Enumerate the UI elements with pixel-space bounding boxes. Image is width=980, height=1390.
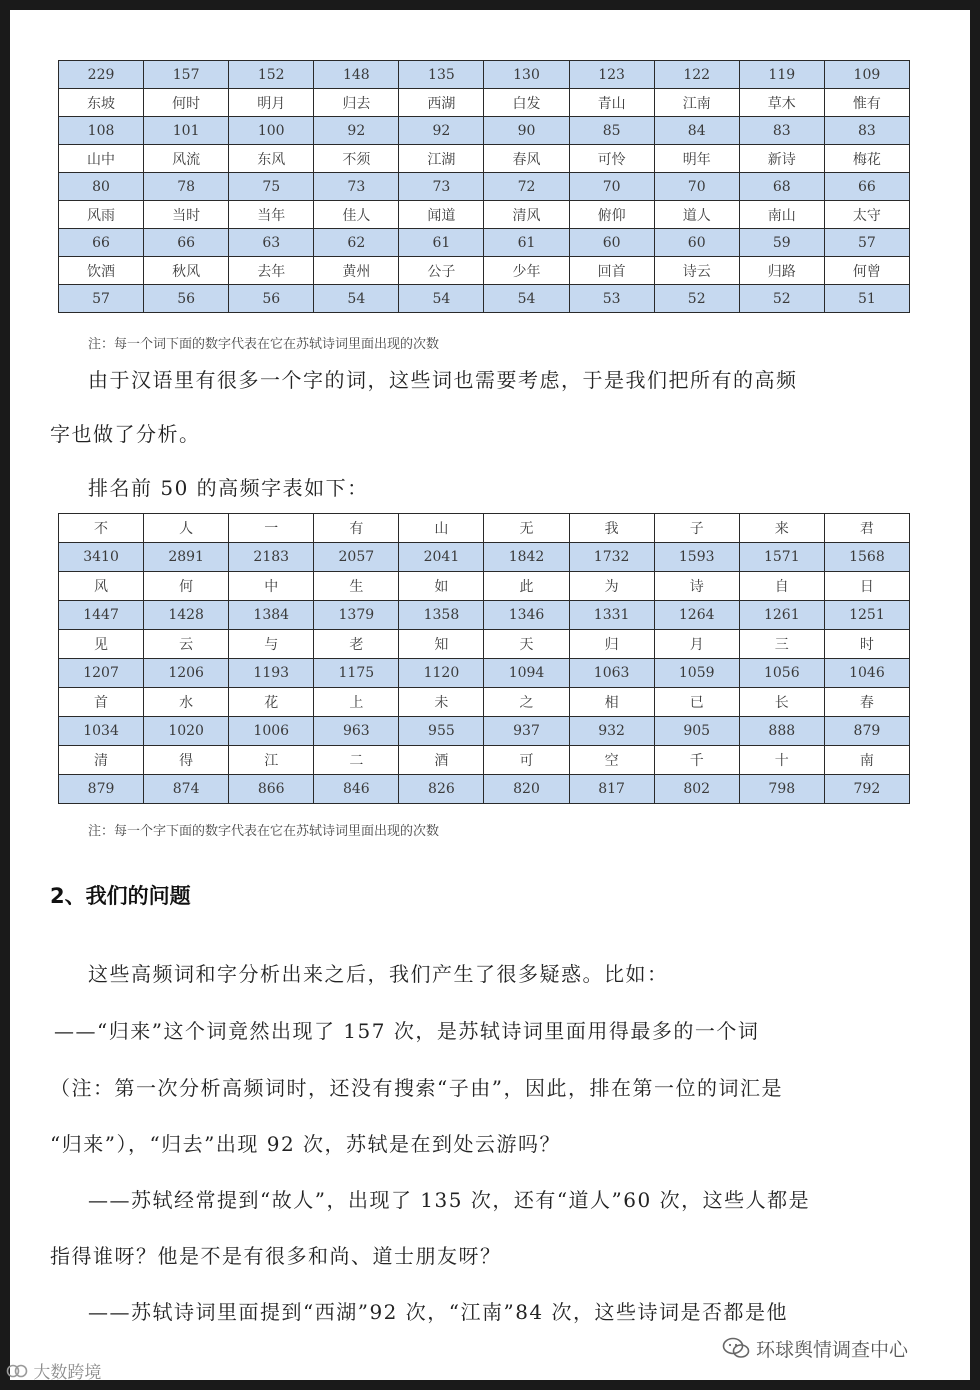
table-cell: 1175 (314, 659, 399, 688)
table-cell: 明月 (229, 89, 314, 117)
table-cell: 佳人 (314, 201, 399, 229)
table-cell: 905 (654, 717, 739, 746)
table-cell: 1428 (144, 601, 229, 630)
table-cell: 生 (314, 572, 399, 601)
table-cell: 自 (739, 572, 824, 601)
table-cell: 148 (314, 61, 399, 89)
table-cell: 当时 (144, 201, 229, 229)
body-line: 指得谁呀？他是不是有很多和尚、道士朋友呀？ (50, 1244, 502, 1268)
table-cell: 之 (484, 688, 569, 717)
table-cell: 52 (654, 285, 739, 313)
table1-note: 注：每一个词下面的数字代表在它在苏轼诗词里面出现的次数 (88, 337, 440, 352)
table-cell: 66 (144, 229, 229, 257)
table-cell: 老 (314, 630, 399, 659)
table-cell: 我 (569, 514, 654, 543)
table-cell: 1568 (824, 543, 909, 572)
table-cell: 清风 (484, 201, 569, 229)
table-cell: 相 (569, 688, 654, 717)
table-cell: 135 (399, 61, 484, 89)
table-cell: 子 (654, 514, 739, 543)
table-cell: 54 (399, 285, 484, 313)
table-cell: 1034 (59, 717, 144, 746)
table2-note: 注：每一个字下面的数字代表在它在苏轼诗词里面出现的次数 (88, 824, 440, 839)
table-row (59, 285, 910, 313)
table-row (59, 89, 910, 117)
table-cell: 1331 (569, 601, 654, 630)
table-row (59, 717, 910, 746)
table-cell: 53 (569, 285, 654, 313)
table-cell: 南 (824, 746, 909, 775)
table-cell: 2041 (399, 543, 484, 572)
table-cell: 俯仰 (569, 201, 654, 229)
body-line: ——苏轼经常提到“故人”，出现了 135 次，还有“道人”60 次，这些人都是 (88, 1188, 811, 1212)
table-cell: 119 (739, 61, 824, 89)
table-cell: 有 (314, 514, 399, 543)
table-cell: 2057 (314, 543, 399, 572)
table-cell: 花 (229, 688, 314, 717)
table-cell: 江湖 (399, 145, 484, 173)
table-cell: 932 (569, 717, 654, 746)
table-cell: 二 (314, 746, 399, 775)
table-cell: 诗 (654, 572, 739, 601)
table-cell: 62 (314, 229, 399, 257)
table-cell: 879 (824, 717, 909, 746)
table-cell: 1593 (654, 543, 739, 572)
table-cell: 一 (229, 514, 314, 543)
table-cell: 83 (739, 117, 824, 145)
table-cell: 西湖 (399, 89, 484, 117)
table-cell: 山 (399, 514, 484, 543)
table-cell: 1006 (229, 717, 314, 746)
table-cell: 长 (739, 688, 824, 717)
table-cell: 水 (144, 688, 229, 717)
table-cell: 何时 (144, 89, 229, 117)
table-cell: 92 (399, 117, 484, 145)
table-cell: 不 (59, 514, 144, 543)
table-cell: 157 (144, 61, 229, 89)
table-cell: 何 (144, 572, 229, 601)
table-cell: 61 (484, 229, 569, 257)
table-cell: 君 (824, 514, 909, 543)
table-cell: 60 (569, 229, 654, 257)
table-cell: 时 (824, 630, 909, 659)
table-row (59, 229, 910, 257)
table-cell: 56 (144, 285, 229, 313)
table-cell: 122 (654, 61, 739, 89)
table-cell: 三 (739, 630, 824, 659)
table-cell: 日 (824, 572, 909, 601)
table-cell: 130 (484, 61, 569, 89)
table-cell: 66 (59, 229, 144, 257)
table-cell: 101 (144, 117, 229, 145)
table-cell: 73 (399, 173, 484, 201)
table-cell: 可怜 (569, 145, 654, 173)
watermark-right: 环球舆情调查中心 (756, 1339, 909, 1361)
table-cell: 为 (569, 572, 654, 601)
table-cell: 1261 (739, 601, 824, 630)
paragraph-1-line-1: 由于汉语里有很多一个字的词，这些词也需要考虑，于是我们把所有的高频 (88, 368, 798, 392)
table-row (59, 514, 910, 543)
table-cell: 955 (399, 717, 484, 746)
table-cell: 公子 (399, 257, 484, 285)
table-row (59, 688, 910, 717)
table-cell: 天 (484, 630, 569, 659)
body-line: ——苏轼诗词里面提到“西湖”92 次，“江南”84 次，这些诗词是否都是他 (88, 1300, 789, 1324)
table-cell: 不须 (314, 145, 399, 173)
table-cell: 风雨 (59, 201, 144, 229)
table-cell: 1571 (739, 543, 824, 572)
table-cell: 108 (59, 117, 144, 145)
table-cell: 1732 (569, 543, 654, 572)
table-cell: 道人 (654, 201, 739, 229)
high-frequency-words-table (58, 60, 910, 313)
table-cell: 新诗 (739, 145, 824, 173)
table-row (59, 201, 910, 229)
table-cell: 3410 (59, 543, 144, 572)
table-cell: 54 (484, 285, 569, 313)
table-cell: 109 (824, 61, 909, 89)
table-cell: 如 (399, 572, 484, 601)
table-cell: 首 (59, 688, 144, 717)
table-cell: 60 (654, 229, 739, 257)
table-cell: 57 (824, 229, 909, 257)
table-cell: 去年 (229, 257, 314, 285)
table-cell: 东风 (229, 145, 314, 173)
table-cell: 当年 (229, 201, 314, 229)
table-cell: 来 (739, 514, 824, 543)
table-cell: 61 (399, 229, 484, 257)
table-cell: 826 (399, 775, 484, 804)
table-cell: 2183 (229, 543, 314, 572)
table-cell: 75 (229, 173, 314, 201)
table-cell: 846 (314, 775, 399, 804)
table-cell: 江南 (654, 89, 739, 117)
table-cell: 风流 (144, 145, 229, 173)
table-cell: 963 (314, 717, 399, 746)
table-cell: 南山 (739, 201, 824, 229)
table-cell: 清 (59, 746, 144, 775)
table-cell: 中 (229, 572, 314, 601)
table-cell: 少年 (484, 257, 569, 285)
table-cell: 100 (229, 117, 314, 145)
table-cell: 1447 (59, 601, 144, 630)
watermark-left: 大数跨境 (33, 1363, 102, 1383)
table-row (59, 775, 910, 804)
table-cell: 73 (314, 173, 399, 201)
table-cell: 792 (824, 775, 909, 804)
table-cell: 回首 (569, 257, 654, 285)
table-cell: 52 (739, 285, 824, 313)
paragraph-2: 排名前 50 的高频字表如下： (88, 476, 369, 500)
watermark-right-group (722, 1335, 908, 1362)
table-cell: 802 (654, 775, 739, 804)
table-cell: 空 (569, 746, 654, 775)
table-row (59, 117, 910, 145)
table-row (59, 746, 910, 775)
table-cell: 92 (314, 117, 399, 145)
body-line: “归来”），“归去”出现 92 次，苏轼是在到处云游吗？ (50, 1132, 562, 1156)
table-cell: 85 (569, 117, 654, 145)
table-cell: 青山 (569, 89, 654, 117)
table-cell: 83 (824, 117, 909, 145)
body-line: （注：第一次分析高频词时，还没有搜索“子由”，因此，排在第一位的词汇是 (50, 1076, 783, 1100)
table-cell: 937 (484, 717, 569, 746)
table-row (59, 145, 910, 173)
table-cell: 风 (59, 572, 144, 601)
table-cell: 1020 (144, 717, 229, 746)
table-cell: 上 (314, 688, 399, 717)
table-cell: 54 (314, 285, 399, 313)
table-cell: 1358 (399, 601, 484, 630)
table-cell: 明年 (654, 145, 739, 173)
table-row (59, 601, 910, 630)
table-cell: 草木 (739, 89, 824, 117)
table-cell: 饮酒 (59, 257, 144, 285)
table-cell: 56 (229, 285, 314, 313)
table-cell: 1056 (739, 659, 824, 688)
table-cell: 白发 (484, 89, 569, 117)
table-cell: 此 (484, 572, 569, 601)
table-cell: 何曾 (824, 257, 909, 285)
table-row (59, 630, 910, 659)
logo-icon (6, 1362, 28, 1380)
table-cell: 梅花 (824, 145, 909, 173)
table-cell: 70 (654, 173, 739, 201)
table-cell: 1059 (654, 659, 739, 688)
table-cell: 山中 (59, 145, 144, 173)
table-cell: 1264 (654, 601, 739, 630)
table-cell: 知 (399, 630, 484, 659)
body-line: 这些高频词和字分析出来之后，我们产生了很多疑惑。比如： (88, 962, 669, 986)
table-cell: 1346 (484, 601, 569, 630)
table-cell: 归 (569, 630, 654, 659)
table-cell: 千 (654, 746, 739, 775)
table-cell: 1193 (229, 659, 314, 688)
table-cell: 817 (569, 775, 654, 804)
watermark-left-group (6, 1358, 101, 1383)
table-cell: 归去 (314, 89, 399, 117)
table-cell: 春 (824, 688, 909, 717)
table-cell: 70 (569, 173, 654, 201)
table-cell: 得 (144, 746, 229, 775)
table-cell: 879 (59, 775, 144, 804)
table-cell: 黄州 (314, 257, 399, 285)
table-cell: 59 (739, 229, 824, 257)
table-row (59, 543, 910, 572)
wechat-icon (722, 1337, 750, 1359)
table-cell: 酒 (399, 746, 484, 775)
high-frequency-chars-table (58, 513, 910, 804)
table-cell: 无 (484, 514, 569, 543)
table-cell: 1120 (399, 659, 484, 688)
table-cell: 归路 (739, 257, 824, 285)
table-cell: 90 (484, 117, 569, 145)
table-cell: 1842 (484, 543, 569, 572)
table-cell: 与 (229, 630, 314, 659)
table-cell: 东坡 (59, 89, 144, 117)
table-cell: 78 (144, 173, 229, 201)
table-cell: 229 (59, 61, 144, 89)
table-cell: 可 (484, 746, 569, 775)
table-cell: 1094 (484, 659, 569, 688)
table-cell: 1207 (59, 659, 144, 688)
table-cell: 太守 (824, 201, 909, 229)
document-page (10, 10, 970, 1380)
table-row (59, 173, 910, 201)
table-cell: 诗云 (654, 257, 739, 285)
table-cell: 123 (569, 61, 654, 89)
paragraph-1-line-2: 字也做了分析。 (50, 422, 201, 446)
table-cell: 866 (229, 775, 314, 804)
table-cell: 2891 (144, 543, 229, 572)
table-cell: 十 (739, 746, 824, 775)
table-cell: 888 (739, 717, 824, 746)
table-cell: 云 (144, 630, 229, 659)
table-cell: 57 (59, 285, 144, 313)
table-row (59, 659, 910, 688)
table-cell: 1063 (569, 659, 654, 688)
table-row (59, 257, 910, 285)
table-cell: 月 (654, 630, 739, 659)
table-cell: 见 (59, 630, 144, 659)
table-cell: 874 (144, 775, 229, 804)
table-cell: 江 (229, 746, 314, 775)
table-cell: 80 (59, 173, 144, 201)
table-row (59, 572, 910, 601)
table-cell: 已 (654, 688, 739, 717)
body-line: ——“归来”这个词竟然出现了 157 次，是苏轼诗词里面用得最多的一个词 (54, 1019, 760, 1043)
table-cell: 1384 (229, 601, 314, 630)
table-cell: 798 (739, 775, 824, 804)
section-heading: 2、我们的问题 (50, 884, 191, 908)
table-cell: 68 (739, 173, 824, 201)
table-cell: 1379 (314, 601, 399, 630)
table-cell: 1206 (144, 659, 229, 688)
table-cell: 84 (654, 117, 739, 145)
table-cell: 1251 (824, 601, 909, 630)
table-cell: 秋风 (144, 257, 229, 285)
table-cell: 人 (144, 514, 229, 543)
table-cell: 51 (824, 285, 909, 313)
table-cell: 820 (484, 775, 569, 804)
table-cell: 1046 (824, 659, 909, 688)
table-cell: 63 (229, 229, 314, 257)
table-cell: 闻道 (399, 201, 484, 229)
table-cell: 66 (824, 173, 909, 201)
table-cell: 152 (229, 61, 314, 89)
table-cell: 72 (484, 173, 569, 201)
table-cell: 春风 (484, 145, 569, 173)
table-row (59, 61, 910, 89)
table-cell: 未 (399, 688, 484, 717)
table-cell: 惟有 (824, 89, 909, 117)
